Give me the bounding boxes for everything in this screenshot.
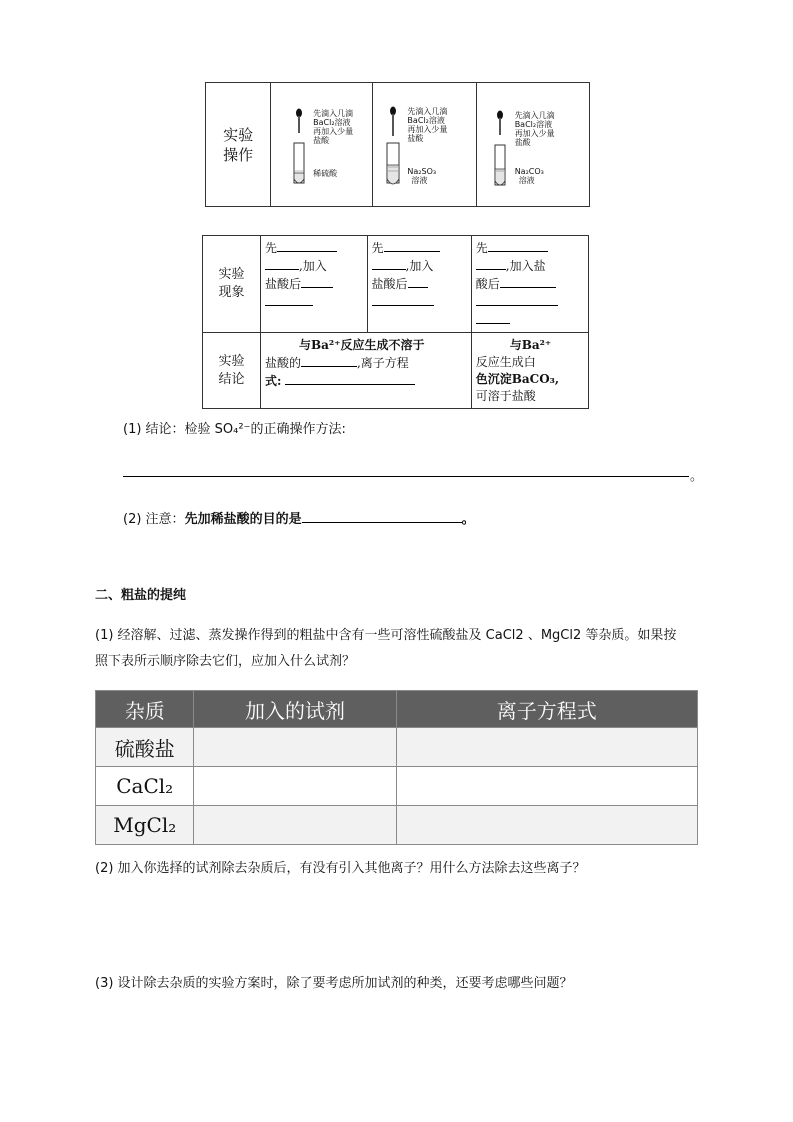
test-tube-icon bbox=[383, 105, 409, 189]
equation-input[interactable] bbox=[396, 728, 697, 767]
equation-input[interactable] bbox=[396, 767, 697, 806]
section2-question-3: (3) 设计除去杂质的实验方案时，除了要考虑所加试剂的种类，还要考虑哪些问题？ bbox=[95, 976, 573, 991]
answer-blank[interactable] bbox=[302, 510, 462, 523]
operation-cell-3 bbox=[476, 83, 589, 207]
reagent-input[interactable] bbox=[194, 806, 396, 845]
answer-blank[interactable] bbox=[277, 239, 337, 252]
question-1: (1) 结论：检验 SO₄²⁻的正确操作方法: bbox=[123, 422, 346, 437]
reagent-header: 加入的试剂 bbox=[194, 691, 396, 728]
impurity-name: MgCl₂ bbox=[96, 806, 194, 845]
answer-blank[interactable] bbox=[488, 239, 548, 252]
section2-question-2: (2) 加入你选择的试剂除去杂质后，有没有引入其他离子？用什么方法除去这些离子？ bbox=[95, 861, 586, 876]
answer-blank[interactable] bbox=[476, 311, 510, 324]
conclusion-header: 实验结论 bbox=[218, 353, 245, 387]
answer-blank[interactable] bbox=[372, 257, 406, 270]
answer-blank[interactable] bbox=[265, 257, 299, 270]
answer-blank[interactable] bbox=[500, 275, 556, 288]
answer-blank[interactable] bbox=[301, 354, 357, 367]
reagent-input[interactable] bbox=[194, 767, 396, 806]
conclusion-line: 可溶于盐酸 bbox=[475, 389, 536, 403]
answer-blank[interactable] bbox=[285, 372, 415, 385]
phenomenon-header: 实验现象 bbox=[218, 267, 245, 300]
equation-header: 离子方程式 bbox=[396, 691, 697, 728]
answer-blank[interactable] bbox=[408, 275, 428, 288]
answer-blank[interactable] bbox=[476, 293, 558, 306]
answer-blank[interactable] bbox=[384, 239, 440, 252]
conclusion-cell-left: 与Ba²⁺反应生成不溶于 盐酸的 ,离子方程 式: bbox=[260, 333, 471, 409]
dropper-note-2: 先滴入几滴 BaCl₂溶液 再加入少量 盐酸 bbox=[407, 107, 448, 143]
dropper-note-1: 先滴入几滴 BaCl₂溶液 再加入少量 盐酸 bbox=[313, 109, 354, 145]
impurity-header: 杂质 bbox=[96, 691, 194, 728]
phenomenon-table bbox=[202, 235, 589, 409]
question-2: (2) 注意：先加稀盐酸的目的是 。 bbox=[123, 512, 475, 527]
conclusion-line: 与Ba²⁺反应生成不溶于 bbox=[298, 338, 425, 352]
tube-label-2: Na₂SO₃ 溶液 bbox=[407, 167, 437, 185]
section2-question-1: (1) 经溶解、过滤、蒸发操作得到的粗盐中含有一些可溶性硫酸盐及 CaCl2 、MgCl2 等杂质。如果按 照下表所示顺序除去它们，应加入什么试剂？ bbox=[95, 628, 677, 669]
answer-blank[interactable] bbox=[372, 293, 434, 306]
impurity-name: 硫酸盐 bbox=[96, 728, 194, 767]
impurity-table bbox=[95, 690, 698, 845]
conclusion-line: 与Ba²⁺ bbox=[509, 338, 552, 352]
phenomenon-cell-3: 先 ,加入盐 酸后 bbox=[471, 236, 588, 333]
tube-label-1: 稀硫酸 bbox=[313, 169, 338, 178]
conclusion-header-cell bbox=[203, 333, 261, 409]
period: 。 bbox=[690, 469, 704, 484]
answer-blank[interactable] bbox=[265, 293, 313, 306]
operation-cell-1 bbox=[271, 83, 373, 207]
operation-cell-2 bbox=[373, 83, 476, 207]
tube-label-3: Na₂CO₃ 溶液 bbox=[514, 167, 544, 185]
test-tube-icon bbox=[491, 109, 517, 189]
section-title: 二、粗盐的提纯 bbox=[95, 588, 187, 603]
answer-line-1[interactable] bbox=[123, 476, 689, 477]
operation-header-cell bbox=[206, 83, 271, 207]
reagent-input[interactable] bbox=[194, 728, 396, 767]
answer-blank[interactable] bbox=[476, 257, 506, 270]
answer-blank[interactable] bbox=[301, 275, 333, 288]
operation-header: 实验操作 bbox=[223, 125, 254, 164]
dropper-note-3: 先滴入几滴 BaCl₂溶液 再加入少量 盐酸 bbox=[514, 111, 555, 147]
impurity-name: CaCl₂ bbox=[96, 767, 194, 806]
phenomenon-cell-1: 先 ,加入 盐酸后 bbox=[260, 236, 367, 333]
phenomenon-header-cell bbox=[203, 236, 261, 333]
equation-input[interactable] bbox=[396, 806, 697, 845]
conclusion-cell-right bbox=[471, 333, 588, 409]
operation-table bbox=[205, 82, 590, 207]
conclusion-line: 反应生成白 bbox=[475, 355, 536, 369]
conclusion-line: 色沉淀BaCO₃, bbox=[475, 372, 560, 386]
phenomenon-cell-2: 先 ,加入 盐酸后 bbox=[367, 236, 471, 333]
